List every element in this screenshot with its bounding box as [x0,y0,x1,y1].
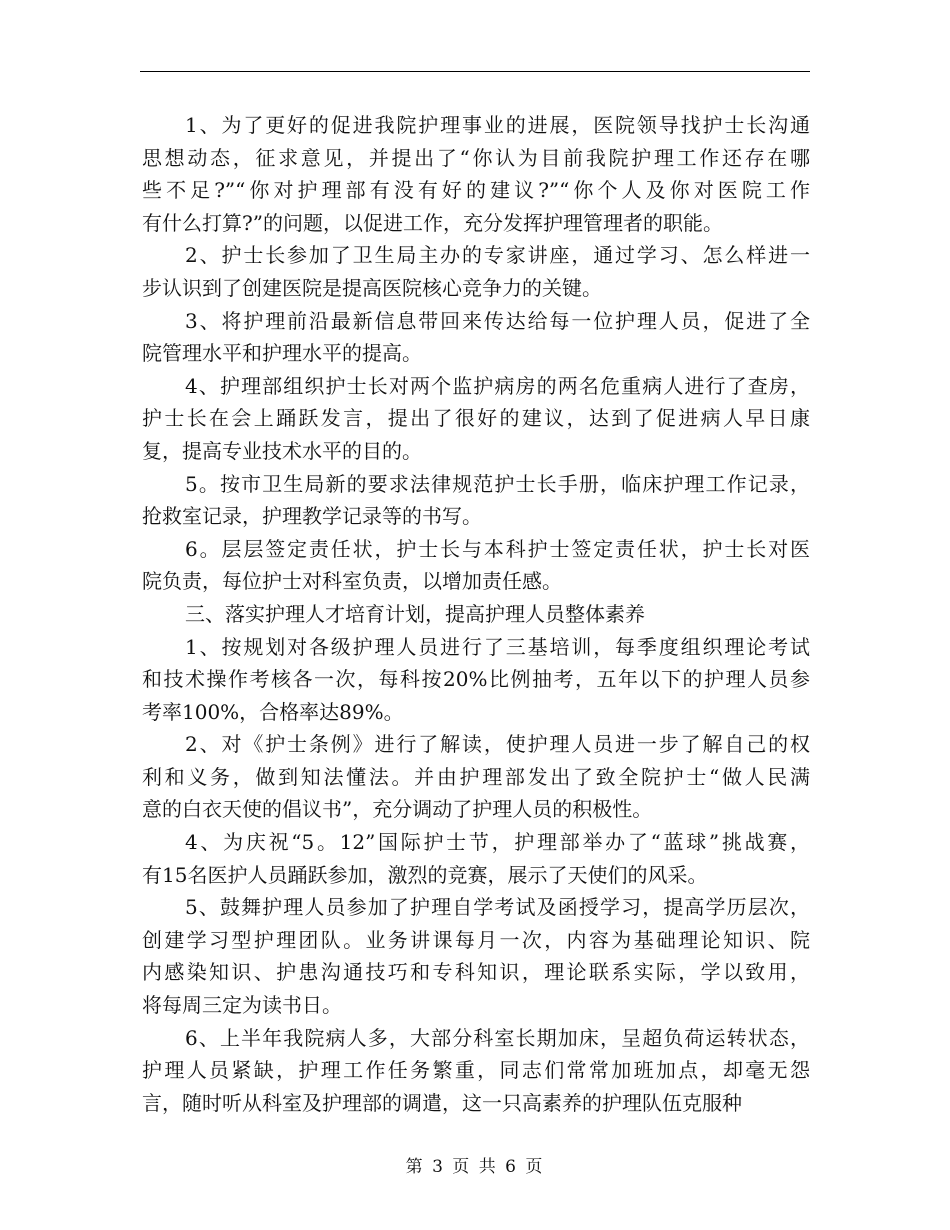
text-line: 抢救室记录，护理教学记录等的书写。 [142,504,482,529]
text-line: 4、为庆祝“5。12”国际护士节，护理部举办了“蓝球”挑战赛， [185,830,810,855]
text-line: 院负责，每位护士对科室负责，以增加责任感。 [142,569,562,594]
paragraph [142,468,810,533]
header-rule [140,71,810,72]
text-line: 院管理水平和护理水平的提高。 [142,341,422,366]
paragraph [142,631,810,729]
text-line: 6、上半年我院病人多，大部分科室长期加床，呈超负荷运转状态， [185,1025,810,1050]
text-line: 1、按规划对各级护理人员进行了三基培训，每季度组织理论考试 [185,634,810,659]
text-line: 1、为了更好的促进我院护理事业的进展，医院领导找护士长沟通 [185,113,810,137]
paragraph [142,533,810,598]
text-line: 有15名医护人员踊跃参加，激烈的竞赛，展示了天使们的风采。 [142,862,708,887]
text-line: 思想动态，征求意见，并提出了“你认为目前我院护理工作还存在哪 [142,145,810,170]
paragraph [142,826,810,891]
paragraph [142,891,810,1021]
text-line: 步认识到了创建医院是提高医院核心竞争力的关键。 [142,275,602,300]
text-line: 和技术操作考核各一次，每科按20%比例抽考，五年以下的护理人员参 [142,667,810,692]
document-body [142,109,810,1119]
text-line: 复，提高专业技术水平的目的。 [142,438,422,463]
paragraph [142,598,810,631]
paragraph [142,109,810,239]
text-line: 4、护理部组织护士长对两个监护病房的两名危重病人进行了查房， [185,373,810,398]
text-line: 些不足?”“你对护理部有没有好的建议?”“你个人及你对医院工作 [142,178,810,203]
text-line: 意的白衣天使的倡议书”，充分调动了护理人员的积极性。 [142,797,653,822]
text-line: 利和义务，做到知法懂法。并由护理部发出了致全院护士“做人民满 [142,764,810,789]
text-line: 有什么打算?”的问题，以促进工作，充分发挥护理管理者的职能。 [142,210,723,235]
paragraph [142,1022,810,1120]
text-line: 6。层层签定责任状，护士长与本科护士签定责任状，护士长对医 [185,536,810,561]
text-line: 护士长在会上踊跃发言，提出了很好的建议，达到了促进病人早日康 [142,406,810,431]
text-line: 三、落实护理人才培育计划，提高护理人员整体素养 [185,601,645,626]
text-line: 2、对《护士条例》进行了解读，使护理人员进一步了解自己的权 [185,732,810,757]
text-line: 将每周三定为读书日。 [142,993,342,1018]
paragraph [142,728,810,826]
text-line: 考率100%，合格率达89%。 [142,699,404,724]
text-line: 创建学习型护理团队。业务讲课每月一次，内容为基础理论知识、院 [142,927,810,952]
text-line: 2、护士长参加了卫生局主办的专家讲座，通过学习、怎么样进一 [185,243,810,268]
paragraph [142,305,810,370]
text-line: 5、鼓舞护理人员参加了护理自学考试及函授学习，提高学历层次， [185,895,810,920]
text-line: 言，随时听从科室及护理部的调遣，这一只高素养的护理队伍克服种 [142,1090,742,1115]
page-number-footer: 第 3 页 共 6 页 [405,1157,545,1177]
paragraph [142,239,810,304]
text-line: 3、将护理前沿最新信息带回来传达给每一位护理人员，促进了全 [185,308,810,333]
paragraph [142,370,810,468]
text-line: 内感染知识、护患沟通技巧和专科知识，理论联系实际，学以致用， [142,960,810,985]
text-line: 护理人员紧缺，护理工作任务繁重，同志们常常加班加点，却毫无怨 [142,1058,810,1083]
text-line: 5。按市卫生局新的要求法律规范护士长手册，临床护理工作记录， [185,471,810,496]
